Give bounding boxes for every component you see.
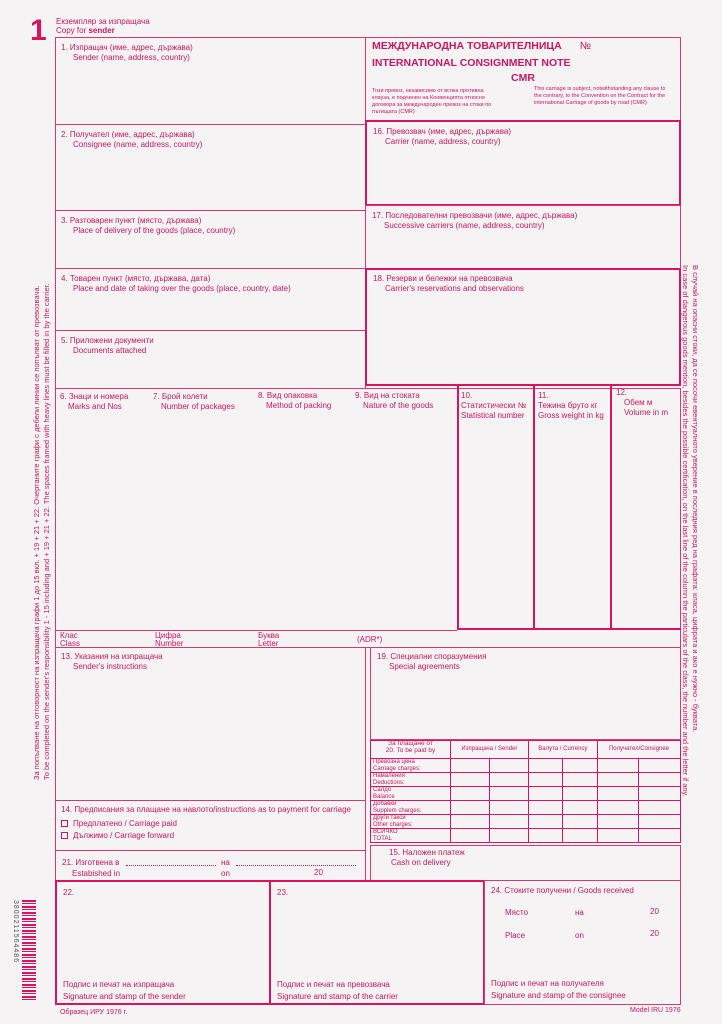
f21-bg: 21. Изготвена в (62, 858, 120, 867)
f13-en: Sender's instructions (73, 662, 148, 671)
f16-bg: 16. Превозвач (име, адрес, държава) (373, 127, 512, 136)
cmr-label: CMR (511, 72, 535, 84)
side-left-bg: За попълване на отговорност на изпращача графи 1 до 15 вкл. + 19 + 21 + 22. Очертаните графи с дебели линии се попълват от превозвача. (32, 285, 41, 780)
f21-on-bg: на (221, 858, 230, 867)
title-bg (372, 40, 680, 52)
field-2-consignee[interactable] (55, 124, 366, 211)
f23-num: 23. (277, 888, 289, 897)
f15-en: Cash on delivery (391, 858, 451, 867)
title-bg-text: МЕЖДУНАРОДНА ТОВАРИТЕЛНИЦА (372, 40, 562, 52)
col7-en: Number of packages (161, 402, 235, 411)
number-sign: № (579, 40, 591, 52)
field-22-sender-signature[interactable] (55, 880, 271, 1005)
f22-num: 22. (63, 888, 75, 897)
row-en: Other charges: (373, 821, 413, 828)
f1-en: Sender (name, address, country) (73, 53, 190, 62)
col9-bg: 9. Вид на стоката (355, 391, 420, 400)
f4-bg: 4. Товарен пункт (място, държава, дата) (61, 274, 211, 283)
f23-sig-en: Signature and stamp of the carrier (277, 992, 398, 1001)
copy-number: 1 (30, 14, 47, 47)
note-bg: Този превоз, независимо от всяка противна клауза, е подчинен на Конвенцията относно договора за международен превоз на стоки по пътищата (CMR) (372, 88, 492, 115)
adr-class (60, 632, 80, 648)
col9-en: Nature of the goods (363, 401, 434, 410)
f24-label: 24. Стоките получени / Goods received (491, 886, 634, 895)
carriage-forward-checkbox[interactable] (61, 832, 68, 839)
field-18-reservations[interactable] (365, 268, 681, 386)
f22-sig-en: Signature and stamp of the sender (63, 992, 186, 1001)
f17-en: Successive carriers (name, address, country) (384, 221, 545, 230)
carriage-paid-checkbox[interactable] (61, 820, 68, 827)
copy-label-bg: Екземпляр за изпращача (56, 17, 150, 26)
barcode-number: 3800211564486 (12, 900, 19, 964)
copy-prefix: Copy for (56, 26, 89, 35)
number-en: Number (155, 639, 184, 648)
field-16-carrier[interactable] (365, 120, 681, 206)
date-line (236, 865, 356, 866)
row-bg: ВСИЧКО (373, 829, 398, 835)
letter-en: Letter (258, 639, 279, 648)
pay-hdr-consignee: Получател/Consignee (597, 741, 680, 759)
f17-bg: 17. Последователни превозвачи (име, адрес, държава) (372, 211, 578, 220)
f24-on-bg: на (575, 908, 584, 917)
f4-en: Place and date of taking over the goods (place, country, date) (73, 284, 291, 293)
f24-year2: 20 (650, 929, 659, 938)
paid-label: Предплатено / Carriage paid (73, 819, 177, 828)
place-line (126, 865, 216, 866)
field-24-goods-received[interactable] (484, 880, 681, 1005)
col-10-header (461, 391, 526, 421)
f3-bg: 3. Разтоварен пункт (място, държава) (61, 216, 202, 225)
pay-hdr-en: 20. To be paid by (385, 746, 436, 754)
f15-bg: 15. Наложен платеж (389, 848, 465, 857)
row-bg: Добавки (373, 801, 397, 807)
col10-en: Statistical number (461, 411, 525, 420)
pay-hdr-currency: Валута / Currency (528, 741, 597, 759)
side-right-bg: В случай на опасни стоки, да се посочи евентуалното уверение в последния ред на графата: класа, цифрата и ако е нужно - буквата. (691, 265, 700, 733)
pay-row[interactable] (371, 759, 681, 773)
field-5-documents[interactable] (55, 330, 366, 389)
f24-place-en: Place (505, 931, 526, 940)
number-bg: Цифра (155, 631, 181, 640)
row-en: TOTAL (373, 835, 392, 842)
col10-num: 10. (461, 391, 473, 400)
f16-en: Carrier (name, address, country) (385, 137, 501, 146)
col8-bg: 8. Вид опаковка (258, 391, 318, 400)
col12-bg: Обем м (624, 398, 653, 407)
f3-en: Place of delivery of the goods (place, country) (73, 226, 236, 235)
adr-number (155, 632, 183, 648)
pay-row[interactable] (371, 815, 681, 829)
f18-bg: 18. Резерви и бележки на превозвача (373, 274, 513, 283)
forward-label: Дължимо / Carriage forward (73, 831, 175, 840)
f21-en: Estabished in (72, 869, 121, 878)
f24-place-bg: Място (505, 908, 529, 917)
field-21-established[interactable] (55, 850, 366, 881)
field-20-payment-table (370, 740, 681, 843)
pay-row[interactable] (371, 787, 681, 801)
note-en: This carriage is subject, notwithstanding any clause to the contrary, to the Convention on the Contract for the international Carriage of goods by road (CMR) (534, 86, 666, 106)
f2-en: Consignee (name, address, country) (73, 140, 203, 149)
adr-label: (ADR*) (357, 635, 383, 644)
f2-bg: 2. Получател (име, адрес, държава) (61, 130, 195, 139)
class-en: Class (60, 639, 81, 648)
field-4-taking-over[interactable] (55, 268, 366, 331)
letter-bg: Буква (258, 631, 280, 640)
col10-bg: Статистически № (461, 401, 527, 410)
copy-bold: sender (88, 26, 115, 35)
f22-sig-bg: Подпис и печат на изпращача (63, 980, 175, 989)
pay-row[interactable] (371, 829, 681, 843)
row-bg: Салдо (373, 787, 392, 793)
f14-label: 14. Предписания за плащане на навлото/instructions as to payment for carriage (61, 805, 352, 814)
row-bg: Други такси (373, 815, 406, 821)
f1-bg: 1. Изпращач (име, адрес, държава) (61, 43, 193, 52)
field-15-cod[interactable] (370, 845, 681, 881)
class-bg: Клас (60, 631, 78, 640)
col12-en: Volume in m (624, 408, 669, 417)
f24-sig-bg: Подпис и печат на получателя (491, 979, 604, 988)
f19-bg: 19. Специални споразумения (377, 652, 487, 661)
field-1-sender[interactable] (55, 37, 366, 125)
col11-en: Gross weight in kg (538, 411, 604, 420)
pay-row[interactable] (371, 773, 681, 787)
adr-letter (258, 632, 279, 648)
field-19-special[interactable] (370, 647, 681, 740)
goods-area (55, 388, 681, 648)
col6-en: Marks and Nos (68, 402, 122, 411)
footer-right: Model IRU 1976 (630, 1007, 681, 1014)
f19-en: Special agreements (389, 662, 460, 671)
title-en: INTERNATIONAL CONSIGNMENT NOTE (372, 57, 571, 69)
f5-en: Documents attached (73, 346, 147, 355)
row-en: Balance (373, 793, 395, 800)
f21-year: 20 (314, 868, 323, 877)
col-9-header (355, 391, 433, 411)
pay-row[interactable] (371, 801, 681, 815)
col8-en: Method of packing (266, 401, 332, 410)
f5-bg: 5. Приложени документи (61, 336, 154, 345)
f23-sig-bg: Подпис и печат на превозвача (277, 980, 390, 989)
footer-left: Образец ИРУ 1976 г. (60, 1009, 128, 1016)
pay-hdr-sender: Изпращача / Sender (451, 741, 529, 759)
barcode (22, 900, 36, 1000)
row-bg: Намаления (373, 773, 405, 779)
col11-bg: Тежина бруто кг (538, 401, 598, 410)
row-en: Deductions: (373, 779, 405, 786)
f13-bg: 13. Указания на изпращача (61, 652, 163, 661)
pay-hdr-bg: За плащане от (388, 740, 433, 747)
f18-en: Carrier's reservations and observations (385, 284, 524, 293)
col11-num: 11. (538, 391, 549, 400)
f24-on-en: on (575, 931, 584, 940)
field-13-instructions[interactable] (55, 647, 366, 801)
side-right-en: In case of dangerous goods mention, besides the possible certification, on the last line of the column the particulars of the class, the number and the letter if any. (681, 265, 690, 797)
col12-num: 12. (616, 388, 628, 397)
col-8-header (258, 391, 331, 411)
row-en: Carriage charges: (373, 765, 421, 772)
col7-bg: 7. Брой колети (153, 392, 208, 401)
col-7-header (153, 392, 235, 412)
header-box (365, 37, 681, 122)
col-6-header (60, 392, 128, 412)
f24-year1: 20 (650, 907, 659, 916)
field-3-delivery[interactable] (55, 210, 366, 269)
f21-on-en: on (221, 869, 230, 878)
carriage-paid-option[interactable] (61, 819, 365, 829)
field-17-successive[interactable] (365, 205, 681, 269)
field-23-carrier-signature[interactable] (269, 880, 485, 1005)
col-11-header (538, 391, 604, 421)
field-14-payment (55, 800, 366, 851)
row-en: Supplem charges: (373, 807, 422, 814)
f24-sig-en: Signature and stamp of the consignee (491, 991, 626, 1000)
copy-label-en (56, 26, 115, 36)
col-12-header (616, 388, 668, 418)
carriage-forward-option[interactable] (61, 831, 365, 841)
side-left-en: To be completed on the sender's responsibility 1 - 15 including and + 19 + 21 + 22. The spaces framed with heavy lines must be filled in by the carrier. (42, 283, 51, 780)
col6-bg: 6. Знаци и номера (60, 392, 129, 401)
row-bg: Превозна цена (373, 759, 415, 765)
